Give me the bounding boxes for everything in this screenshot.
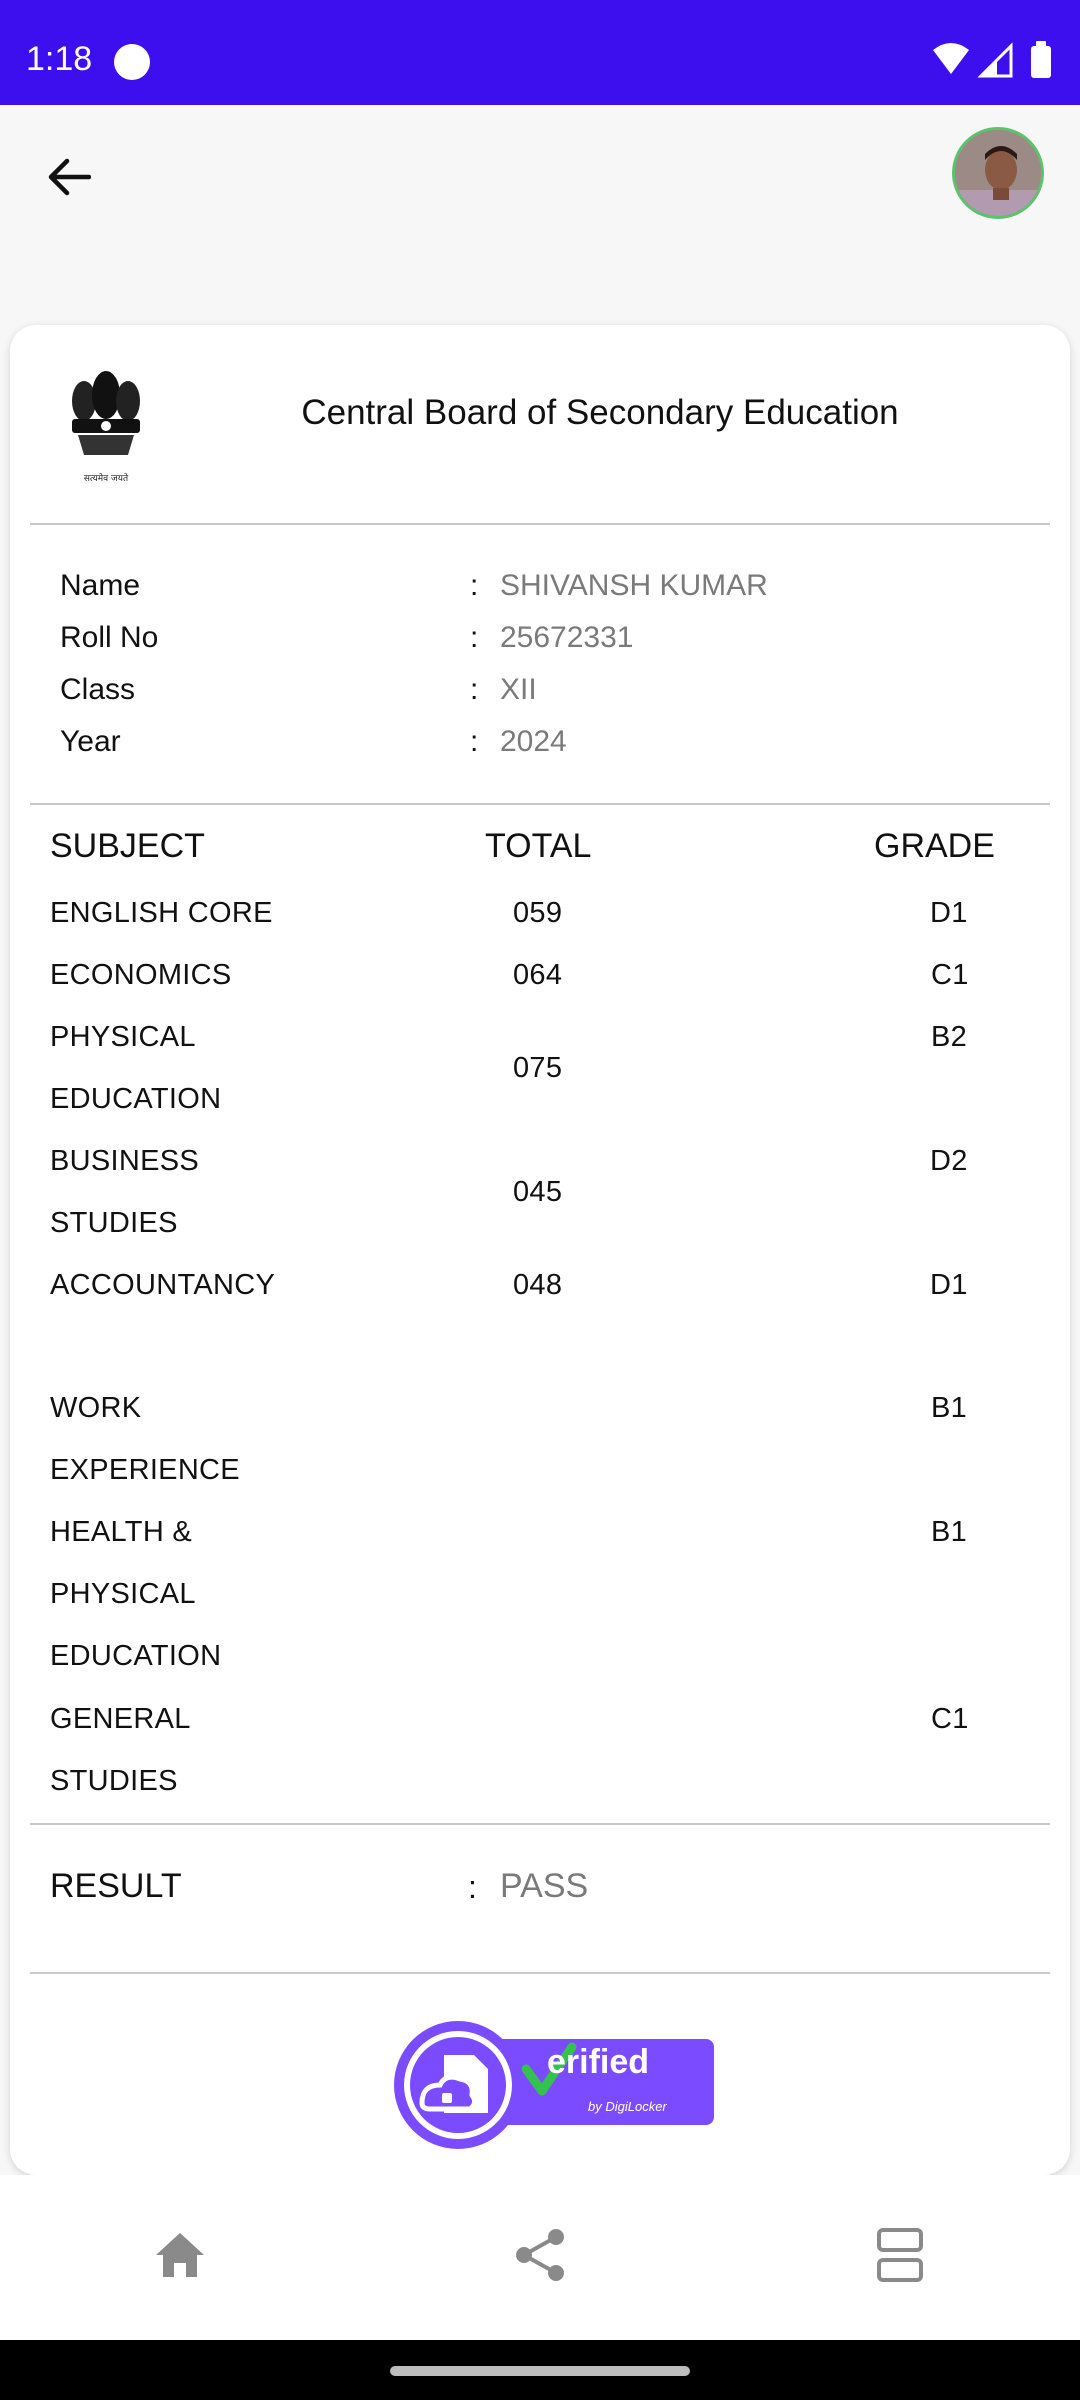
verified-label: erified bbox=[547, 2043, 650, 2081]
result-colon: : bbox=[468, 1869, 477, 1905]
grade-cell: B1 bbox=[931, 1392, 968, 1424]
subject-cell: ECONOMICS bbox=[50, 959, 232, 991]
grade-cell: D2 bbox=[930, 1145, 968, 1177]
list-icon bbox=[876, 2227, 924, 2283]
arrow-left-icon bbox=[45, 157, 91, 197]
subject-cell: STUDIES bbox=[50, 1207, 178, 1239]
info-row-roll bbox=[60, 621, 1020, 673]
grade-cell: B1 bbox=[931, 1516, 968, 1548]
share-button[interactable] bbox=[500, 2215, 580, 2295]
divider bbox=[30, 1972, 1050, 1974]
student-name: SHIVANSH KUMAR bbox=[500, 569, 768, 602]
result-label: RESULT bbox=[50, 1867, 182, 1905]
svg-text:सत्यमेव जयते: सत्यमेव जयते bbox=[83, 474, 129, 484]
grade-cell: D1 bbox=[930, 897, 968, 929]
avatar[interactable] bbox=[952, 127, 1044, 219]
subject-cell: EDUCATION bbox=[50, 1083, 222, 1115]
status-time: 1:18 bbox=[26, 40, 93, 78]
subject-cell: ENGLISH CORE bbox=[50, 897, 273, 929]
divider bbox=[30, 523, 1050, 525]
grade-header: GRADE bbox=[874, 827, 995, 865]
wifi-icon bbox=[933, 43, 969, 74]
notification-dot-icon bbox=[114, 44, 150, 80]
info-colon: : bbox=[470, 621, 479, 654]
subject-header: SUBJECT bbox=[50, 827, 205, 865]
info-label: Name bbox=[60, 569, 141, 602]
info-colon: : bbox=[470, 569, 479, 602]
bottom-nav bbox=[0, 2175, 1080, 2340]
marksheet-card bbox=[10, 325, 1070, 2175]
app-bar bbox=[0, 105, 1080, 255]
subject-cell: PHYSICAL bbox=[50, 1021, 196, 1053]
subject-cell: HEALTH & bbox=[50, 1516, 193, 1548]
status-bar bbox=[0, 0, 1080, 105]
board-title: Central Board of Secondary Education bbox=[301, 393, 899, 432]
roll-number: 25672331 bbox=[500, 621, 634, 654]
total-header: TOTAL bbox=[485, 827, 592, 865]
list-button[interactable] bbox=[860, 2215, 940, 2295]
class-value: XII bbox=[500, 673, 537, 706]
subject-cell: ACCOUNTANCY bbox=[50, 1269, 276, 1301]
year-value: 2024 bbox=[500, 725, 567, 758]
user-avatar-icon bbox=[955, 130, 1044, 219]
total-cell: 064 bbox=[513, 959, 563, 991]
grade-cell: C1 bbox=[931, 1703, 969, 1735]
divider bbox=[30, 1823, 1050, 1825]
total-cell: 048 bbox=[513, 1269, 563, 1301]
battery-icon bbox=[1031, 41, 1051, 78]
result-value: PASS bbox=[500, 1867, 589, 1905]
subject-cell: EDUCATION bbox=[50, 1640, 222, 1672]
info-row-name bbox=[60, 569, 1020, 621]
emblem-icon bbox=[58, 363, 154, 493]
divider bbox=[30, 803, 1050, 805]
info-row-class bbox=[60, 673, 1020, 725]
share-icon bbox=[512, 2227, 568, 2283]
home-icon bbox=[154, 2231, 206, 2279]
back-button[interactable] bbox=[36, 145, 100, 209]
digilocker-verified-badge[interactable] bbox=[392, 2019, 722, 2159]
grade-cell: B2 bbox=[931, 1021, 968, 1053]
subject-cell: WORK bbox=[50, 1392, 142, 1424]
info-colon: : bbox=[470, 673, 479, 706]
grade-cell: C1 bbox=[931, 959, 969, 991]
verified-sub-label: by DigiLocker bbox=[588, 2099, 667, 2114]
subject-cell: EXPERIENCE bbox=[50, 1454, 240, 1486]
info-row-year bbox=[60, 725, 1020, 777]
subject-cell: PHYSICAL bbox=[50, 1578, 196, 1610]
info-colon: : bbox=[470, 725, 479, 758]
info-label: Roll No bbox=[60, 621, 159, 654]
total-cell: 059 bbox=[513, 897, 563, 929]
grade-cell: D1 bbox=[930, 1269, 968, 1301]
gesture-home-bar[interactable] bbox=[390, 2366, 690, 2376]
info-label: Class bbox=[60, 673, 136, 706]
total-cell: 045 bbox=[513, 1176, 563, 1208]
subject-cell: BUSINESS bbox=[50, 1145, 200, 1177]
total-cell: 075 bbox=[513, 1052, 563, 1084]
subject-cell: STUDIES bbox=[50, 1765, 178, 1797]
subject-cell: GENERAL bbox=[50, 1703, 191, 1735]
info-label: Year bbox=[60, 725, 121, 758]
home-button[interactable] bbox=[140, 2215, 220, 2295]
status-icons bbox=[931, 40, 1056, 80]
